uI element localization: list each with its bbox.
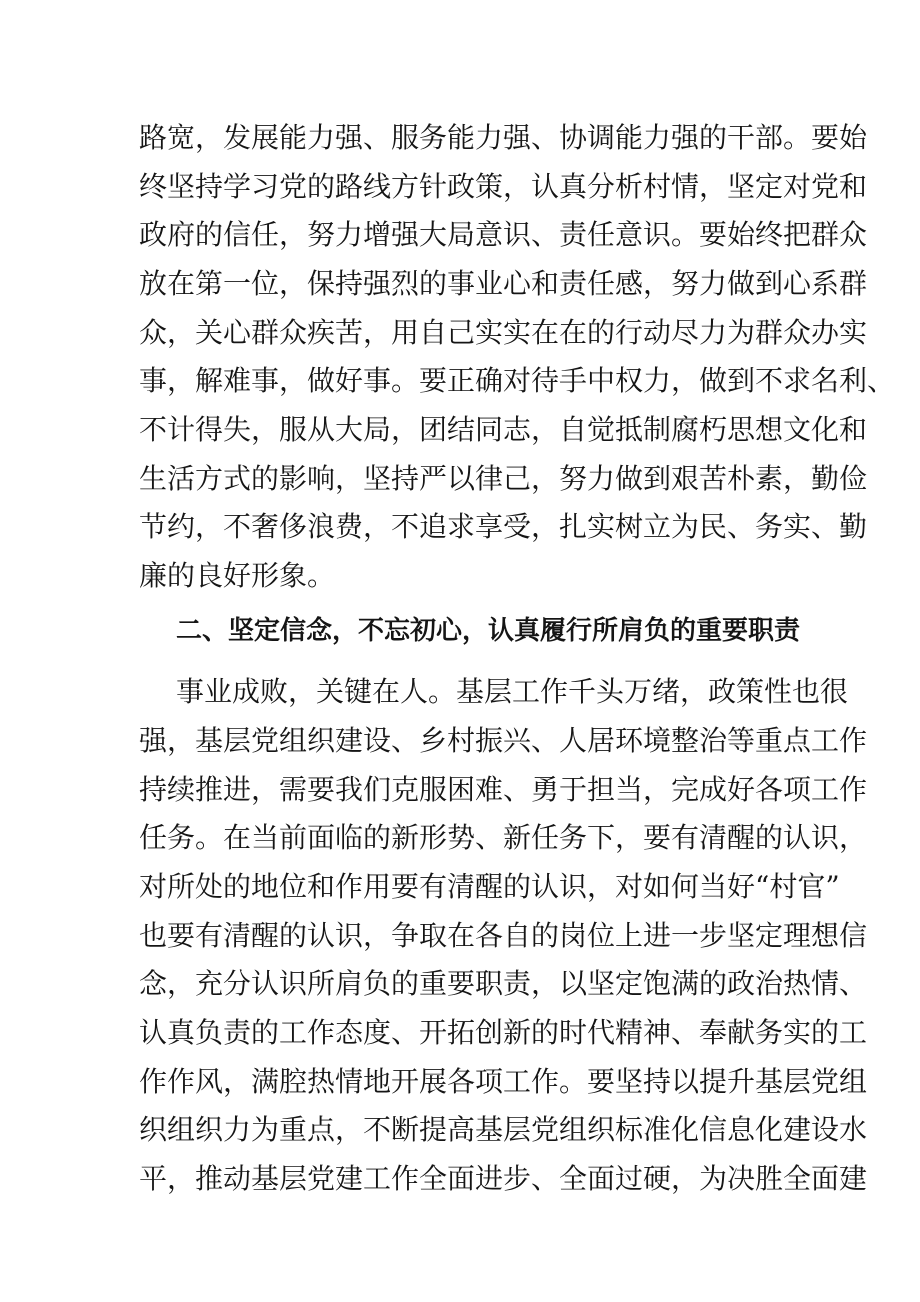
section-heading: 二、坚定信念，不忘初心，认真履行所肩负的重要职责 <box>176 616 801 646</box>
paragraph-line: 认真负责的工作态度、开拓创新的时代精神、奉献务实的工 <box>139 1016 868 1049</box>
paragraph-line: 织组织力为重点，不断提高基层党组织标准化信息化建设水 <box>139 1113 868 1146</box>
paragraph-line: 持续推进，需要我们克服困难、勇于担当，完成好各项工作 <box>139 773 868 806</box>
paragraph-line: 念，充分认识所肩负的重要职责，以坚定饱满的政治热情、 <box>139 967 868 1000</box>
paragraph-line: 作作风，满腔热情地开展各项工作。要坚持以提升基层党组 <box>139 1065 868 1098</box>
paragraph-line: 也要有清醒的认识，争取在各自的岗位上进一步坚定理想信 <box>139 919 868 952</box>
paragraph-line: 节约，不奢侈浪费，不追求享受，扎实树立为民、务实、勤 <box>139 510 868 543</box>
paragraph-line: 政府的信任，努力增强大局意识、责任意识。要始终把群众 <box>139 218 868 251</box>
paragraph-line: 放在第一位，保持强烈的事业心和责任感，努力做到心系群 <box>139 267 868 300</box>
paragraph-line: 事业成败，关键在人。基层工作千头万绪，政策性也很 <box>176 675 849 708</box>
paragraph-line: 路宽，发展能力强、服务能力强、协调能力强的干部。要始 <box>139 121 868 154</box>
paragraph-line: 廉的良好形象。 <box>139 559 336 592</box>
paragraph-line: 生活方式的影响，坚持严以律己，努力做到艰苦朴素，勤俭 <box>139 462 868 495</box>
paragraph-line: 平，推动基层党建工作全面进步、全面过硬，为决胜全面建 <box>139 1162 868 1195</box>
paragraph-line: 对所处的地位和作用要有清醒的认识，对如何当好“村官” <box>139 870 840 903</box>
paragraph-line: 强，基层党组织建设、乡村振兴、人居环境整治等重点工作 <box>139 724 868 757</box>
paragraph-line: 不计得失，服从大局，团结同志，自觉抵制腐朽思想文化和 <box>139 413 868 446</box>
paragraph-line: 任务。在当前面临的新形势、新任务下，要有清醒的认识， <box>139 821 868 854</box>
paragraph-line: 众，关心群众疾苦，用自己实实在在的行动尽力为群众办实 <box>139 316 868 349</box>
paragraph-line: 事，解难事，做好事。要正确对待手中权力，做到不求名利、 <box>139 364 896 397</box>
paragraph-line: 终坚持学习党的路线方针政策，认真分析村情，坚定对党和 <box>139 170 868 203</box>
